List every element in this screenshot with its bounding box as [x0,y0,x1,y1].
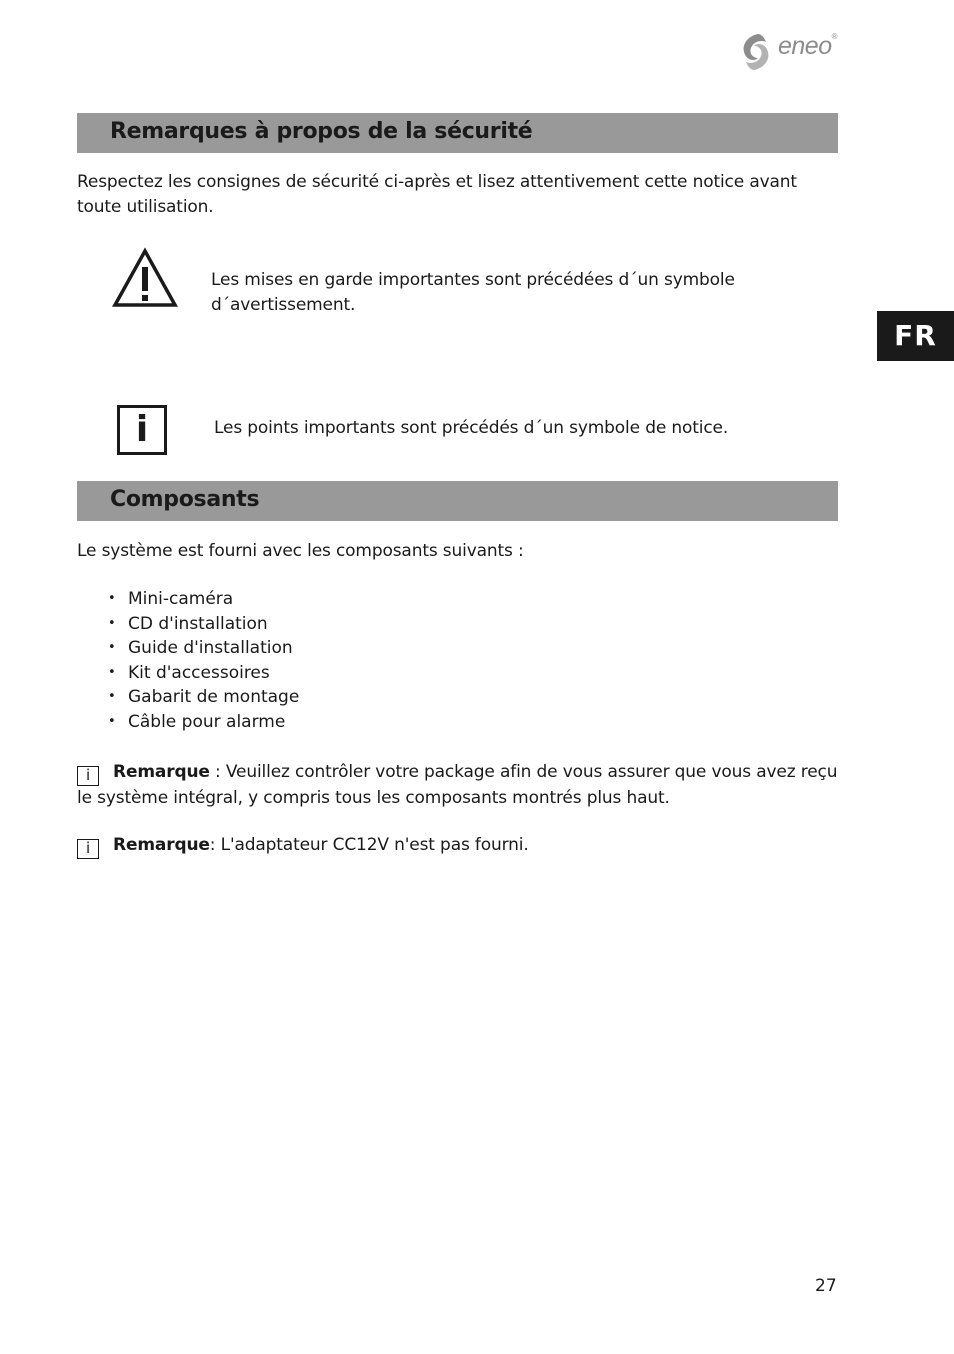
list-item: • Câble pour alarme [104,710,299,735]
note-package-check: i Remarque : Veuillez contrôler votre package afin de vous assurer que vous avez reçu le système intégral, y compris tous les composants montrés plus haut. [77,762,838,808]
warning-triangle-icon [111,247,179,309]
warning-description: Les mises en garde importantes sont précédées d´un symbole d´avertissement. [211,270,735,315]
note-label: Remarque [113,762,210,782]
components-list [104,587,299,735]
list-item: • Guide d'installation [104,636,299,661]
note-label: Remarque [113,835,210,855]
list-item: • CD d'installation [104,612,299,637]
section-title-components: Composants [77,481,838,521]
info-description: Les points importants sont précédés d´un symbole de notice. [214,418,729,438]
list-item: • Gabarit de montage [104,685,299,710]
note-info-icon: i [77,839,99,859]
list-item: • Mini-caméra [104,587,299,612]
section-title-safety: Remarques à propos de la sécurité [77,113,838,153]
info-i-icon: i [117,405,167,455]
safety-intro: Respectez les consignes de sécurité ci-après et lisez attentivement cette notice avant toute utilisation. [77,172,797,217]
language-tab: FR [877,311,954,361]
note-info-icon: i [77,766,99,786]
note-adapter: i Remarque: L'adaptateur CC12V n'est pas fourni. [77,833,529,859]
logo-wordmark: eneo® [778,32,838,60]
list-item: • Kit d'accessoires [104,661,299,686]
page-number: 27 [815,1276,837,1296]
components-intro: Le système est fourni avec les composants suivants : [77,541,524,561]
